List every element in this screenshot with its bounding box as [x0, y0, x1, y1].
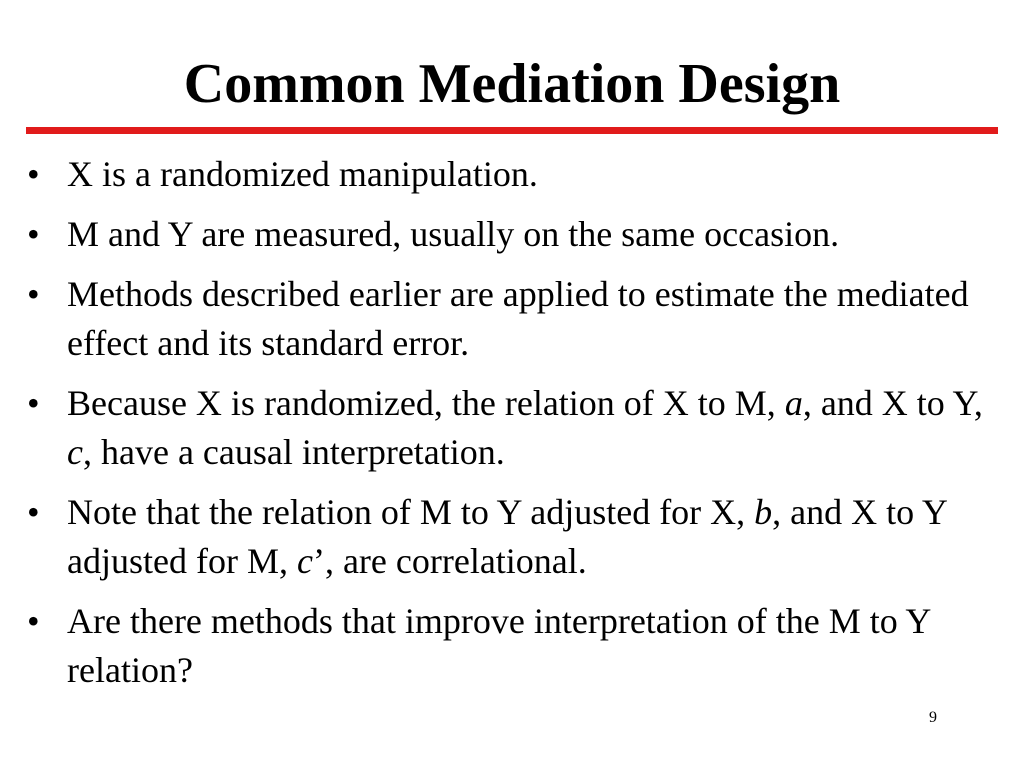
text-run: Methods described earlier are applied to estimate the mediated effect and its standard error.	[67, 274, 969, 363]
bullet-marker: •	[27, 492, 40, 532]
text-run: ’, are correlational.	[312, 541, 587, 581]
text-run: Are there methods that improve interpretation of the M to Y relation?	[67, 601, 931, 690]
bullet-marker: •	[27, 274, 40, 314]
bullet-item	[27, 270, 1012, 368]
bullet-text	[67, 154, 538, 194]
text-run: X is a randomized manipulation.	[67, 154, 538, 194]
italic-symbol: c	[296, 541, 313, 581]
text-run: Note that the relation of M to Y adjusted for X,	[67, 492, 755, 532]
bullet-item	[27, 210, 1012, 259]
italic-symbol: c	[67, 432, 83, 472]
bullet-item	[27, 597, 1012, 695]
text-run: , and X to Y,	[802, 383, 983, 423]
bullet-item	[27, 488, 1012, 586]
text-run: , have a causal interpretation.	[82, 432, 505, 472]
italic-symbol: b	[754, 492, 773, 532]
bullet-marker: •	[27, 383, 40, 423]
bullet-marker: •	[27, 154, 40, 194]
bullet-item	[27, 379, 1012, 477]
slide-title: Common Mediation Design	[183, 53, 841, 115]
italic-symbol: a	[784, 383, 803, 423]
bullet-text	[67, 214, 839, 254]
text-run: M and Y are measured, usually on the same occasion.	[67, 214, 840, 254]
bullet-list	[27, 150, 1012, 706]
bullet-item	[27, 150, 1012, 199]
bullet-text	[67, 492, 946, 581]
bullet-marker: •	[27, 214, 40, 254]
bullet-text	[67, 274, 969, 363]
bullet-text	[67, 601, 930, 690]
bullet-text	[67, 383, 983, 472]
text-run: , and X to Y adjusted for M,	[67, 492, 947, 581]
text-run: Because X is randomized, the relation of X to M,	[67, 383, 785, 423]
page-number: 9	[929, 709, 937, 726]
title-underline-rule	[26, 127, 998, 134]
bullet-marker: •	[27, 601, 40, 641]
